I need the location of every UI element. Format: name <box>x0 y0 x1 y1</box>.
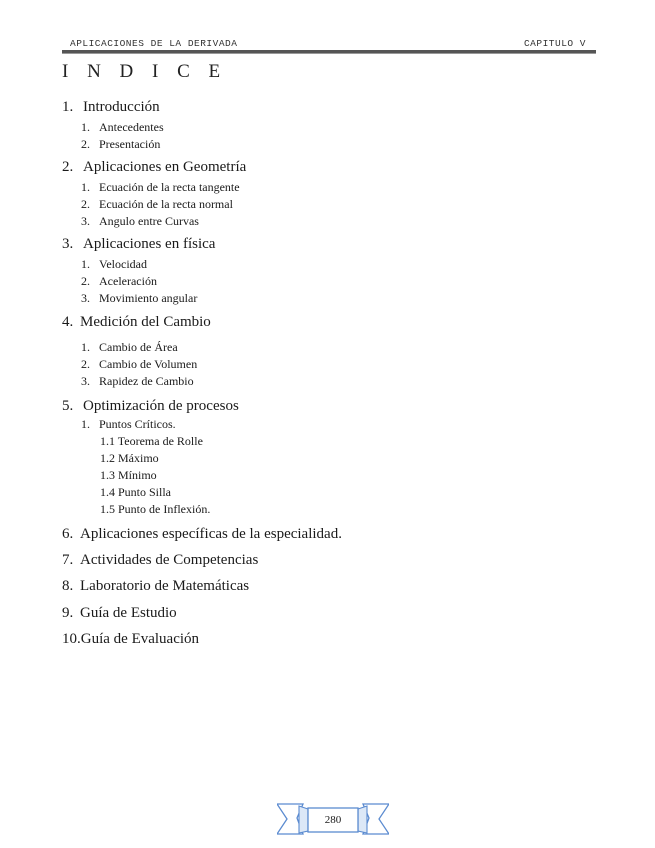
toc-subitem: 1. Antecedentes <box>81 120 164 134</box>
toc-item: 7. Actividades de Competencias <box>62 552 259 568</box>
toc-subsubitem: 1.5 Punto de Inflexión. <box>100 502 211 516</box>
toc-subsubitem: 1.3 Mínimo <box>100 468 157 482</box>
toc-subsubitem: 1.1 Teorema de Rolle <box>100 434 203 448</box>
toc-item: 10.Guía de Evaluación <box>62 631 200 647</box>
toc-item <box>62 99 160 116</box>
toc-subitem: 2. Ecuación de la recta normal <box>81 197 233 211</box>
toc-subitem: 2. Presentación <box>81 137 161 151</box>
page-number: 280 <box>324 814 342 826</box>
toc-subitem: 1. Cambio de Área <box>81 340 178 354</box>
toc-item: 2. Aplicaciones en Geometría <box>62 159 247 175</box>
toc-subitem: 3. Angulo entre Curvas <box>81 214 199 228</box>
header-chapter-number: CAPITULO V <box>523 38 586 49</box>
toc-subitem: 2. Aceleración <box>81 274 157 288</box>
index-title: I N D I C E <box>62 61 228 82</box>
toc-item-number: 1. <box>62 99 74 115</box>
toc-item: 6. Aplicaciones específicas de la especialidad. <box>62 526 342 542</box>
toc-subitem: 3. Rapidez de Cambio <box>81 374 194 388</box>
toc-subsubitem: 1.4 Punto Silla <box>100 485 172 499</box>
header-chapter-title: APLICACIONES DE LA DERIVADA <box>70 38 238 49</box>
toc-item: 5. Optimización de procesos <box>62 398 239 414</box>
toc-subitem: 1. Puntos Críticos. <box>81 417 176 431</box>
toc-subitem: 1. Ecuación de la recta tangente <box>81 180 240 194</box>
toc-item: 8. Laboratorio de Matemáticas <box>62 578 250 594</box>
toc-subitem: 2. Cambio de Volumen <box>81 357 198 371</box>
toc-item: 9. Guía de Estudio <box>62 605 177 621</box>
toc-item: 3. Aplicaciones en física <box>62 236 216 252</box>
toc-item: 4. Medición del Cambio <box>62 314 211 330</box>
header-rule <box>62 50 596 54</box>
toc-subitem: 3. Movimiento angular <box>81 291 198 305</box>
page-number-ribbon <box>277 800 389 838</box>
toc-subitem: 1. Velocidad <box>81 257 147 271</box>
toc-subsubitem: 1.2 Máximo <box>100 451 159 465</box>
toc-item-label: Introducción <box>83 99 160 115</box>
